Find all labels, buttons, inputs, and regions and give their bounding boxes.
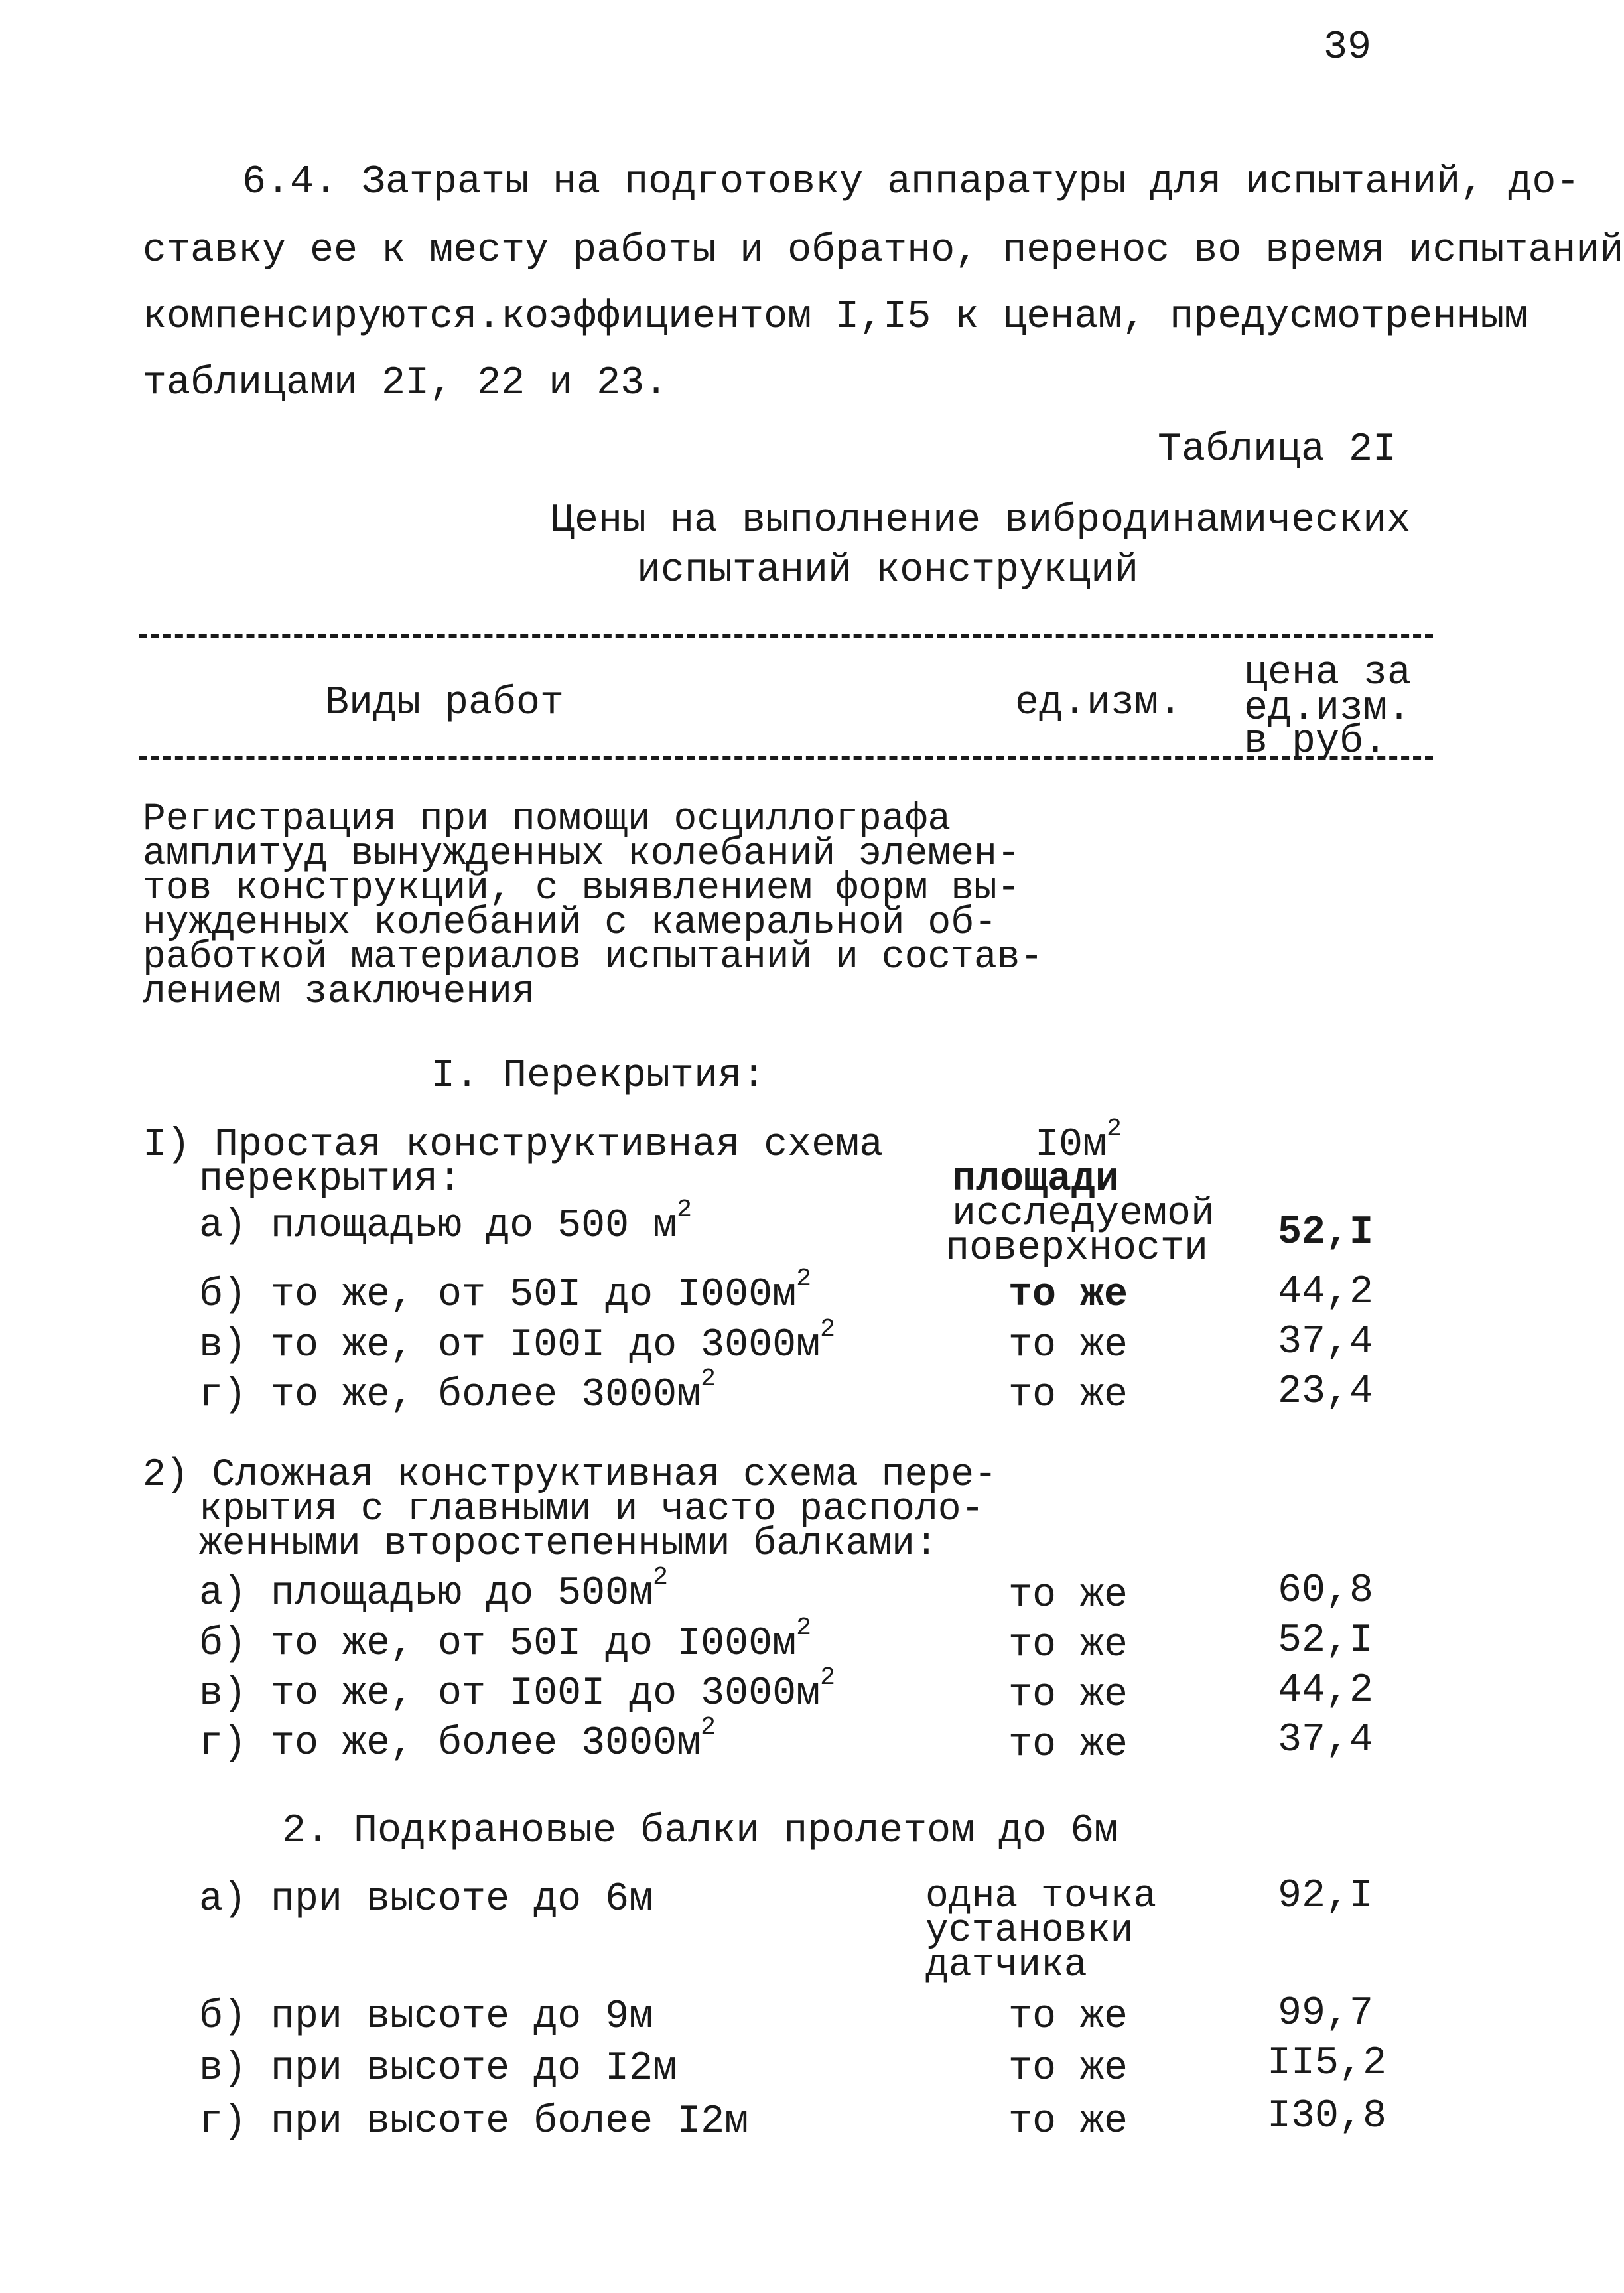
group-1-row-d-unit: то же	[1008, 1373, 1128, 1418]
description-line-5: работкой материалов испытаний и состав-	[143, 936, 1044, 979]
intro-line-1: 6.4. Затраты на подготовку аппаратуры для испытаний, до-	[242, 160, 1580, 205]
group-2-row-c-unit: то же	[1008, 1673, 1128, 1718]
section-2-unit-line-3: датчика	[925, 1944, 1087, 1987]
description-line-6: лением заключения	[143, 971, 535, 1014]
section-2-row-b-price: 99,7	[1277, 1991, 1373, 2036]
header-bottom-rule	[139, 756, 1433, 760]
section-2-row-d-unit: то же	[1008, 2099, 1128, 2144]
group-1-title-line-2: перекрытия:	[199, 1157, 462, 1202]
section-1-title: I. Перекрытия:	[431, 1054, 766, 1099]
group-2-row-b-unit: то же	[1008, 1623, 1128, 1668]
squared-superscript: 2	[820, 1663, 835, 1692]
group-2-row-c-label: в) то же, от I00I до $3000м^2$	[199, 1663, 835, 1716]
group-2-row-a-label: а) площадью до $500м^2$	[199, 1563, 668, 1616]
section-2-row-d-label: г) при высоте более I2м	[199, 2099, 749, 2144]
section-2-row-a-label: а) при высоте до 6м	[199, 1877, 653, 1922]
header-price-line-1: цена за	[1244, 651, 1412, 696]
intro-line-4: таблицами 2I, 22 и 23.	[143, 361, 669, 406]
squared-superscript: 2	[677, 1196, 692, 1224]
description-line-1: Регистрация при помощи осциллографа	[143, 798, 951, 841]
group-2-title-line-3: женными второстепенными балками:	[199, 1523, 938, 1566]
group-1-unit-line-2: площади	[952, 1157, 1120, 1202]
group-2-row-c-price: 44,2	[1277, 1668, 1373, 1713]
header-unit: ед.изм.	[1015, 681, 1183, 726]
section-2-row-c-unit: то же	[1008, 2046, 1128, 2091]
header-price-line-3: в руб.	[1244, 719, 1388, 764]
section-2-title: 2. Подкрановые балки пролетом до 6м	[282, 1809, 1118, 1854]
group-1-row-b-label: б) то же, от 50I до $I000м^2$	[199, 1265, 811, 1318]
group-1-row-d-label: г) то же, более $3000м^2$	[199, 1365, 716, 1418]
group-2-row-b-price: 52,I	[1277, 1618, 1373, 1663]
group-1-row-c-price: 37,4	[1277, 1320, 1373, 1365]
group-2-row-a-price: 60,8	[1277, 1568, 1373, 1614]
header-price-line-2: ед.изм.	[1244, 686, 1412, 731]
group-1-row-a-price: 52,I	[1277, 1210, 1373, 1255]
group-1-row-b-price: 44,2	[1277, 1270, 1373, 1315]
section-2-row-c-price: II5,2	[1266, 2041, 1387, 2086]
group-1-row-b-unit: то же	[1008, 1273, 1128, 1318]
group-2-row-d-label: г) то же, более $3000м^2$	[199, 1713, 716, 1766]
group-1-row-c-unit: то же	[1008, 1323, 1128, 1368]
group-2-title-line-1: 2) Сложная конструктивная схема пере-	[143, 1454, 997, 1497]
squared-superscript: 2	[796, 1614, 811, 1642]
table-title-line-2: испытаний конструкций	[637, 548, 1139, 593]
section-2-unit-line-1: одна точка	[925, 1875, 1157, 1918]
description-line-4: нужденных колебаний с камеральной об-	[143, 902, 997, 945]
header-top-rule	[139, 634, 1433, 638]
group-2-row-d-unit: то же	[1008, 1722, 1128, 1768]
description-line-2: амплитуд вынужденных колебаний элемен-	[143, 833, 1020, 876]
group-1-unit-line-4: поверхности	[945, 1226, 1209, 1271]
group-1-row-a-label: а) площадью до 500 $м^2$	[199, 1196, 692, 1249]
group-2-title-line-2: крытия с главными и часто располо-	[199, 1488, 984, 1531]
squared-superscript: 2	[820, 1315, 835, 1344]
section-2-row-c-label: в) при высоте до I2м	[199, 2046, 677, 2091]
group-2-row-a-unit: то же	[1008, 1573, 1128, 1618]
group-2-row-b-label: б) то же, от 50I до $I000м^2$	[199, 1614, 811, 1667]
table-label: Таблица 2I	[1158, 427, 1397, 472]
squared-superscript: 2	[1107, 1115, 1122, 1143]
section-2-row-d-price: I30,8	[1266, 2094, 1387, 2139]
group-1-unit-main: $I0м^2$	[1035, 1115, 1122, 1168]
intro-line-3: компенсируются.коэффициентом I,I5 к ценам, предусмотренным	[143, 295, 1528, 340]
group-1-row-c-label: в) то же, от I00I до $3000м^2$	[199, 1315, 835, 1368]
squared-superscript: 2	[701, 1713, 716, 1742]
section-2-row-a-price: 92,I	[1277, 1874, 1373, 1919]
group-1-row-d-price: 23,4	[1277, 1369, 1373, 1415]
section-2-unit-line-2: установки	[925, 1910, 1134, 1953]
page-number: 39	[1323, 25, 1372, 70]
squared-superscript: 2	[701, 1365, 716, 1393]
intro-line-2: ставку ее к месту работы и обратно, перенос во время испытаний	[143, 228, 1624, 273]
table-title-line-1: Цены на выполнение вибродинамических	[551, 498, 1411, 543]
group-1-title-line-1: I) Простая конструктивная схема	[143, 1123, 884, 1168]
description-line-3: тов конструкций, с выявлением форм вы-	[143, 867, 1020, 910]
group-2-row-d-price: 37,4	[1277, 1718, 1373, 1763]
squared-superscript: 2	[796, 1265, 811, 1293]
section-2-row-b-label: б) при высоте до 9м	[199, 1994, 653, 2040]
header-works: Виды работ	[325, 681, 565, 726]
section-2-row-b-unit: то же	[1008, 1994, 1128, 2040]
squared-superscript: 2	[653, 1563, 668, 1592]
group-1-unit-line-3: исследуемой	[952, 1192, 1215, 1237]
